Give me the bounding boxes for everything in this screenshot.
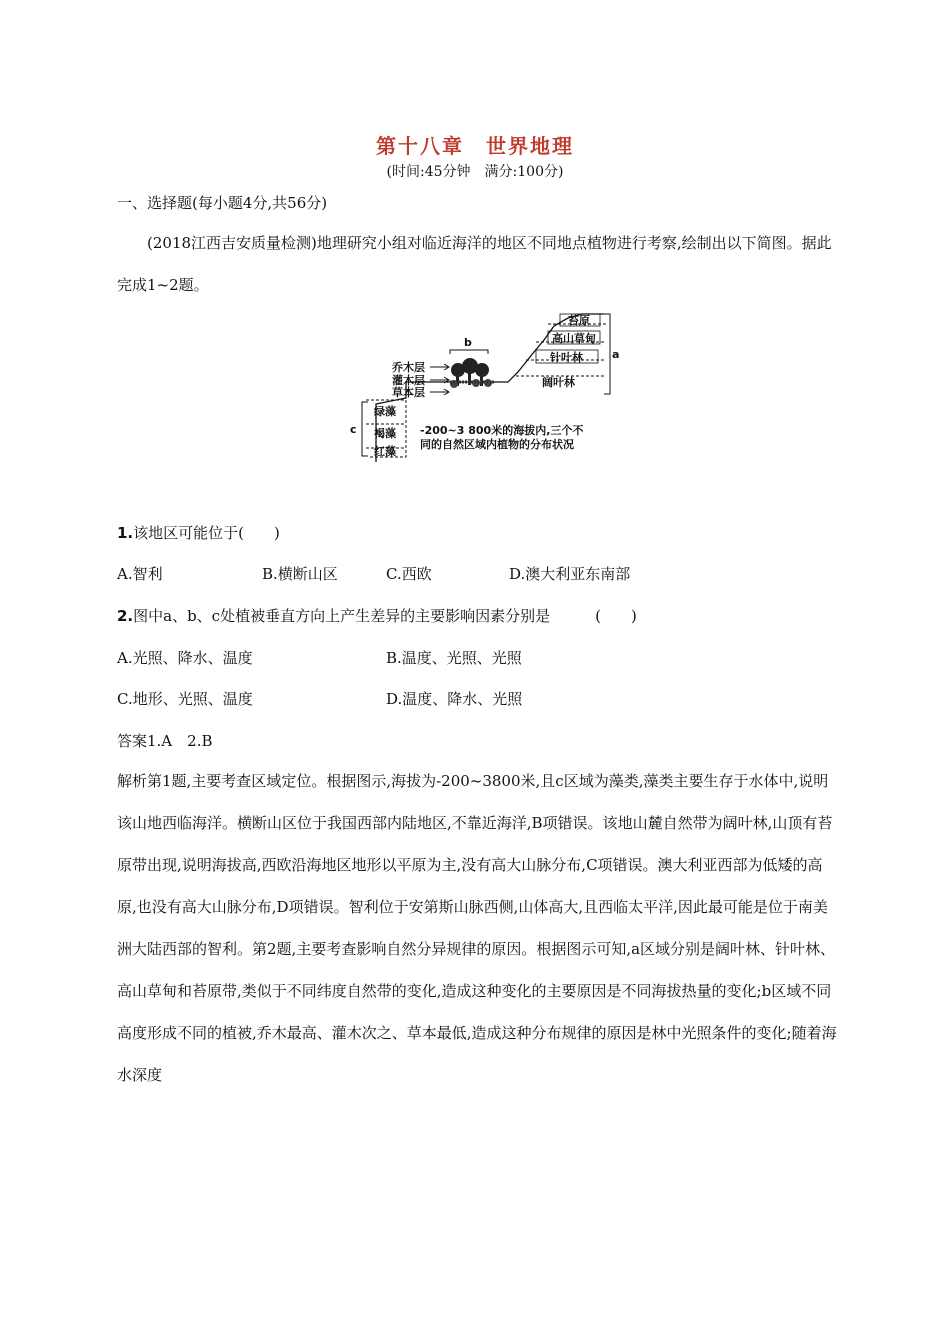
layer-label-shrub: 灌木层: [392, 374, 425, 387]
page-subtitle: (时间:45分钟 满分:100分): [386, 164, 564, 180]
tree-cluster-icon: [450, 358, 494, 388]
algae-label-green: 绿藻: [374, 405, 396, 418]
analysis-paragraph: 解析第1题,主要考查区域定位。根据图示,海拔为-200~3800米,且c区域为藻类,藻类主要生存于水体中,说明该山地西临海洋。横断山区位于我国西部内陆地区,不靠近海洋,B项错误。该地山麓自然带为阔叶林,山顶有苔原带出现,说明海拔高,西欧沿海地区地形以平原为主,没有高大山脉分布,C项错误。澳大利亚西部为低矮的高原,也没有高大山脉分布,D项错误。智利位于安第斯山脉西侧,山体高大,且西临太平洋,因此最可能是位于南美洲大陆西部的智利。第2题,主要考查影响自然分异规律的原因。根据图示可知,a区域分别是阔叶林、针叶林、高山草甸和苔原带,类似于不同纬度自然带的变化,造成这种变化的主要原因是不同海拔热量的变化;b区域不同高度形成不同的植被,乔木最高、灌木次之、草本最低,造成这种分布规律的原因是林中光照条件的变化;随着海水深度: [117, 772, 837, 1084]
page-title: 第十八章 世界地理: [376, 134, 574, 158]
q1-option-a: A.智利: [117, 565, 163, 583]
intro-paragraph: (2018江西吉安质量检测)地理研究小组对临近海洋的地区不同地点植物进行考察,绘制出以下简图。据此完成1~2题。: [117, 234, 832, 294]
zone-label-meadow: 高山草甸: [552, 332, 596, 345]
q2-option-b: B.温度、光照、光照: [386, 649, 522, 667]
q2-option-d: D.温度、降水、光照: [386, 690, 523, 708]
q1-option-b: B.横断山区: [262, 565, 338, 583]
diagram-caption-line2: 同的自然区域内植物的分布状况: [420, 438, 574, 451]
zone-label-conifer: 针叶林: [550, 351, 583, 364]
layer-label-herb: 草本层: [392, 386, 425, 399]
question-2: [117, 605, 637, 626]
diagram-caption-line1: -200~3 800米的海拔内,三个不: [420, 424, 584, 437]
question-1: [117, 522, 280, 543]
zone-label-broadleaf: 阔叶林: [542, 376, 575, 389]
label-c: c: [350, 423, 357, 436]
question-1-stem: 该地区可能位于( ): [133, 524, 280, 542]
vegetation-diagram: [350, 312, 620, 462]
label-b: b: [464, 336, 472, 349]
zone-label-tundra: 苔原: [568, 314, 590, 327]
q2-option-c: C.地形、光照、温度: [117, 690, 253, 708]
algae-label-brown: 褐藻: [374, 427, 396, 440]
question-2-stem: 图中a、b、c处植被垂直方向上产生差异的主要影响因素分别是 ( ): [133, 607, 637, 625]
q1-option-c: C.西欧: [386, 565, 432, 583]
answer-line: 答案1.A 2.B: [117, 732, 213, 750]
section-heading: 一、选择题(每小题4分,共56分): [117, 194, 328, 212]
q1-option-d: D.澳大利亚东南部: [509, 565, 631, 583]
question-2-number: 2.: [117, 607, 134, 625]
q2-option-a: A.光照、降水、温度: [117, 649, 253, 667]
algae-label-red: 红藻: [374, 445, 396, 458]
label-a: a: [612, 348, 620, 361]
layer-label-tree: 乔木层: [392, 361, 425, 374]
question-1-number: 1.: [117, 524, 134, 542]
